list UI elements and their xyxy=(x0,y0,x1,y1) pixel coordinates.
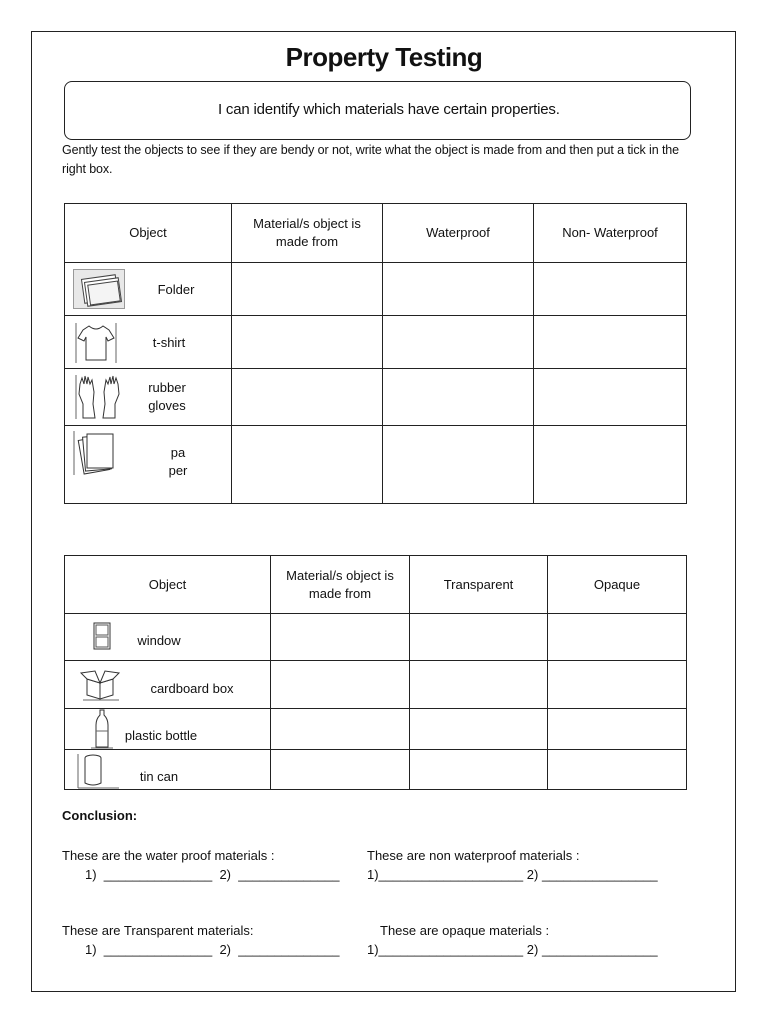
object-cell xyxy=(65,661,271,709)
waterproof-materials-blanks[interactable]: 1) _______________ 2) ______________ xyxy=(85,867,340,882)
transparent-tick-cell[interactable] xyxy=(410,750,548,790)
window-icon xyxy=(93,622,111,650)
non-waterproof-tick-cell[interactable] xyxy=(534,369,687,426)
table-row xyxy=(65,614,687,661)
material-answer-cell[interactable] xyxy=(232,316,383,369)
page-title: Property Testing xyxy=(285,42,483,72)
table-header-row xyxy=(65,204,687,263)
waterproof-tick-cell[interactable] xyxy=(383,369,534,426)
material-answer-cell[interactable] xyxy=(232,263,383,316)
waterproof-tick-cell[interactable] xyxy=(383,426,534,504)
non-waterproof-tick-cell[interactable] xyxy=(534,316,687,369)
learning-objective-text: I can identify which materials have certain properties. xyxy=(218,101,560,118)
waterproof-tick-cell[interactable] xyxy=(383,316,534,369)
non-waterproof-tick-cell[interactable] xyxy=(534,263,687,316)
opaque-tick-cell[interactable] xyxy=(548,709,687,750)
table-row xyxy=(65,750,687,790)
conclusion-heading: Conclusion: xyxy=(62,808,138,823)
waterproof-table xyxy=(64,203,687,504)
object-label: plastic bottle xyxy=(124,728,198,743)
material-answer-cell[interactable] xyxy=(271,709,410,750)
object-cell xyxy=(65,709,271,750)
table-row xyxy=(65,369,687,426)
non-waterproof-materials-label: These are non waterproof materials : xyxy=(367,848,580,863)
header-non-waterproof: Non- Waterproof xyxy=(534,204,687,263)
table-row xyxy=(65,426,687,504)
table-header-row xyxy=(65,556,687,614)
opaque-materials-blanks[interactable]: 1)____________________ 2) ________________ xyxy=(367,942,658,957)
transparent-tick-cell[interactable] xyxy=(410,614,548,661)
header-material: Material/s object is made from xyxy=(232,204,383,263)
header-transparent: Transparent xyxy=(410,556,548,614)
gloves-icon xyxy=(75,374,123,420)
object-label: cardboard box xyxy=(150,681,234,696)
transparent-tick-cell[interactable] xyxy=(410,661,548,709)
object-label: pa per xyxy=(168,445,188,478)
object-label: tin can xyxy=(139,769,179,784)
non-waterproof-materials-blanks[interactable]: 1)____________________ 2) ________________ xyxy=(367,867,658,882)
object-cell xyxy=(65,369,232,426)
header-material: Material/s object is made from xyxy=(271,556,410,614)
object-cell xyxy=(65,426,232,504)
material-answer-cell[interactable] xyxy=(232,369,383,426)
material-answer-cell[interactable] xyxy=(271,614,410,661)
object-cell xyxy=(65,316,232,369)
opaque-tick-cell[interactable] xyxy=(548,750,687,790)
table-row xyxy=(65,709,687,750)
learning-objective-box xyxy=(64,81,691,140)
header-opaque: Opaque xyxy=(548,556,687,614)
paper-icon xyxy=(73,430,115,476)
object-label: t-shirt xyxy=(152,335,186,350)
object-label: Folder xyxy=(157,282,195,297)
tshirt-icon xyxy=(75,322,117,364)
material-answer-cell[interactable] xyxy=(271,750,410,790)
transparent-tick-cell[interactable] xyxy=(410,709,548,750)
header-waterproof: Waterproof xyxy=(383,204,534,263)
table-row xyxy=(65,263,687,316)
header-object: Object xyxy=(65,204,232,263)
instructions-text: Gently test the objects to see if they are bendy or not, write what the object is made from and then put a tick in the right box. xyxy=(62,143,680,176)
cardboard-box-icon xyxy=(79,667,121,701)
object-cell xyxy=(65,750,271,790)
material-answer-cell[interactable] xyxy=(232,426,383,504)
object-label: rubber gloves xyxy=(148,380,186,413)
table-row xyxy=(65,661,687,709)
tin-can-icon xyxy=(77,753,119,789)
object-cell xyxy=(65,614,271,661)
plastic-bottle-icon xyxy=(91,709,113,749)
opaque-materials-label: These are opaque materials : xyxy=(380,923,550,938)
opaque-tick-cell[interactable] xyxy=(548,614,687,661)
object-label: window xyxy=(137,633,181,648)
transparent-materials-blanks[interactable]: 1) _______________ 2) ______________ xyxy=(85,942,340,957)
non-waterproof-tick-cell[interactable] xyxy=(534,426,687,504)
waterproof-tick-cell[interactable] xyxy=(383,263,534,316)
material-answer-cell[interactable] xyxy=(271,661,410,709)
opaque-tick-cell[interactable] xyxy=(548,661,687,709)
waterproof-materials-label: These are the water proof materials : xyxy=(62,848,275,863)
transparent-materials-label: These are Transparent materials: xyxy=(62,923,254,938)
table-row xyxy=(65,316,687,369)
header-object: Object xyxy=(65,556,271,614)
transparency-table xyxy=(64,555,687,790)
object-cell xyxy=(65,263,232,316)
folder-icon xyxy=(73,269,125,309)
